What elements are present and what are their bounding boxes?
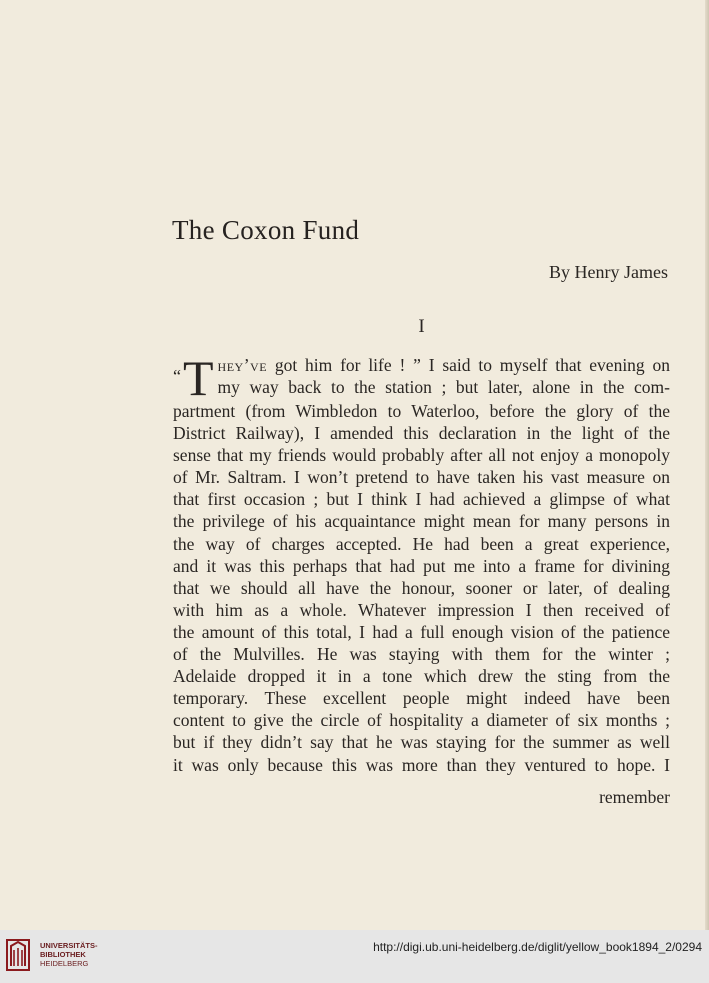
opening-quote: “	[173, 366, 181, 386]
text-line: of the Mulvilles. He was staying with them for the winter ;	[173, 644, 670, 665]
text-line: that we should all have the honour, sooner or later, of dealing	[173, 577, 670, 598]
text-line: with him as a whole. Whatever impression I then received of	[173, 599, 670, 620]
first-word: hey’ve	[217, 355, 268, 375]
drop-cap: “T	[173, 350, 214, 406]
text-line: the privilege of his acquaintance might mean for many persons in	[173, 511, 670, 532]
viewer-footer	[0, 930, 709, 983]
text-line: of Mr. Saltram. I won’t pretend to have taken his vast measure on	[173, 467, 670, 488]
text-line: my way back to the station ; but later, alone in the com-	[217, 377, 670, 398]
text-line: Adelaide dropped it in a tone which drew the sting from the	[173, 666, 670, 687]
section-number: I	[418, 316, 425, 337]
page-edge	[705, 0, 709, 930]
text-line: that first occasion ; but I think I had achieved a glimpse of what	[173, 489, 670, 510]
text-line: District Railway), I amended this declaration in the light of the	[173, 423, 670, 444]
library-logo-icon[interactable]	[6, 936, 32, 974]
text-line: sense that my friends would probably after all not enjoy a monopoly	[173, 445, 670, 466]
story-author: By Henry James	[549, 262, 668, 282]
story-title: The Coxon Fund	[172, 215, 360, 245]
text-line: but if they didn’t say that he was staying for the summer as well	[173, 732, 670, 753]
body-text	[173, 350, 670, 776]
text-line: temporary. These excellent people might indeed have been	[173, 688, 670, 709]
text-line: and it was this perhaps that had put me into a frame for divining	[173, 555, 670, 576]
text-line: it was only because this was more than they ventured to hope. I	[173, 754, 670, 775]
text-line: the amount of this total, I had a full enough vision of the patience	[173, 621, 670, 642]
page-url[interactable]: http://digi.ub.uni-heidelberg.de/diglit/yellow_book1894_2/0294	[373, 940, 702, 954]
text-line: hey’ve got him for life ! ” I said to myself that evening on	[217, 355, 670, 375]
library-name[interactable]: UNIVERSITÄTS- BIBLIOTHEK HEIDELBERG	[40, 941, 98, 968]
text-line: the way of charges accepted. He had been a great experience,	[173, 533, 670, 554]
text-line: partment (from Wimbledon to Waterloo, before the glory of the	[173, 401, 670, 421]
catchword: remember	[599, 787, 670, 807]
text-line: content to give the circle of hospitality a diameter of six months ;	[173, 710, 670, 731]
